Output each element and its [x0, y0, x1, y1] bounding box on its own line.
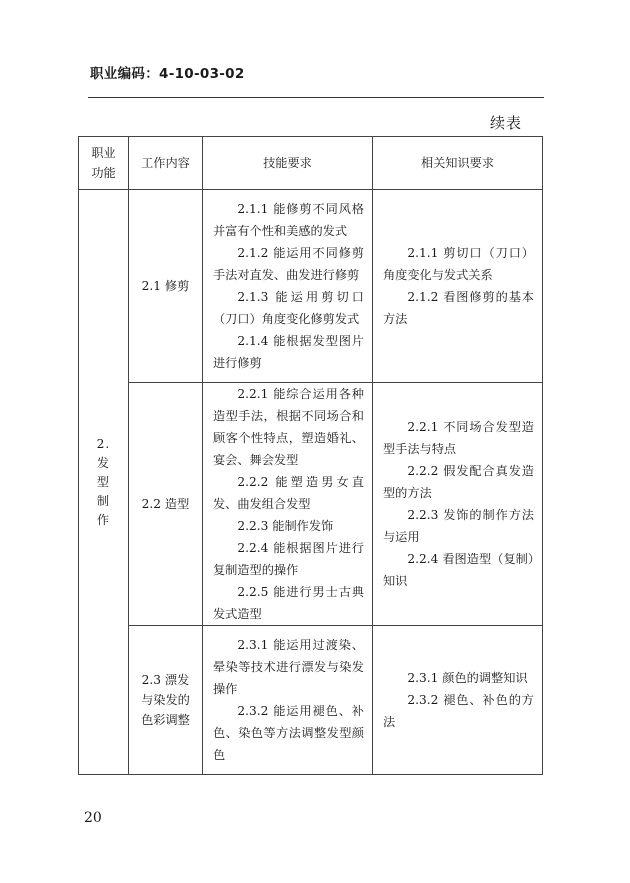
skill-item: 2.2.3 能制作发饰: [237, 519, 334, 533]
skill-item: 2.1.3 能运用剪切口（刀口）角度变化修剪发式: [213, 290, 364, 326]
continued-label: 续表: [490, 114, 523, 132]
table-row: [79, 190, 543, 383]
knowledge-item: 2.3.1 颜色的调整知识: [407, 671, 528, 685]
skill-item: 2.2.5 能进行男士古典发式造型: [213, 585, 364, 621]
skill-item: 2.2.2 能塑造男女直发、曲发组合发型: [213, 475, 364, 511]
knowledge-item: 2.1.2 看图修剪的基本方法: [383, 290, 534, 326]
skills-cell: [203, 190, 373, 383]
content-cell: 2.3 漂发与染发的色彩调整: [129, 626, 203, 775]
skills-cell: [203, 383, 373, 626]
function-label: 2. 发型制作: [96, 436, 111, 527]
knowledge-list: [373, 242, 542, 330]
column-header-skills: 技能要求: [203, 137, 373, 190]
knowledge-item: 2.2.3 发饰的制作方法与运用: [383, 508, 534, 544]
content-cell: 2.2 造型: [129, 383, 203, 626]
knowledge-cell: [373, 190, 543, 383]
content-cell: 2.1 修剪: [129, 190, 203, 383]
column-header-content: 工作内容: [129, 137, 203, 190]
table-row: [79, 383, 543, 626]
skill-item: 2.3.2 能运用褪色、补色、染色等方法调整发型颜色: [213, 704, 364, 762]
page-number: 20: [84, 810, 102, 826]
knowledge-list: [373, 416, 542, 592]
knowledge-item: 2.1.1 剪切口（刀口）角度变化与发式关系: [383, 246, 534, 282]
skill-item: 2.2.1 能综合运用各种造型手法，根据不同场合和顾客个性特点，塑造婚礼、宴会、舞会发型: [213, 387, 364, 467]
table-header-row: [79, 137, 543, 190]
column-header-function: 职业功能: [79, 137, 129, 190]
header-divider: [88, 97, 544, 98]
knowledge-item: 2.3.2 褪色、补色的方法: [383, 693, 534, 729]
skills-list: [203, 634, 372, 766]
skill-item: 2.1.1 能修剪不同风格并富有个性和美感的发式: [213, 202, 364, 238]
knowledge-cell: [373, 383, 543, 626]
skills-list: [203, 383, 372, 625]
skills-cell: [203, 626, 373, 775]
skills-list: [203, 198, 372, 374]
column-header-knowledge: 相关知识要求: [373, 137, 543, 190]
occupation-code: 职业编码：4-10-03-02: [90, 66, 245, 82]
skill-item: 2.3.1 能运用过渡染、晕染等技术进行漂发与染发操作: [213, 638, 364, 696]
knowledge-cell: [373, 626, 543, 775]
knowledge-list: [373, 667, 542, 733]
function-cell: [79, 190, 129, 775]
skill-item: 2.1.4 能根据发型图片进行修剪: [213, 334, 364, 370]
skill-item: 2.2.4 能根据图片进行复制造型的操作: [213, 541, 364, 577]
skill-standard-table: [78, 136, 543, 775]
knowledge-item: 2.2.1 不同场合发型造型手法与特点: [383, 420, 534, 456]
knowledge-item: 2.2.2 假发配合真发造型的方法: [383, 464, 534, 500]
table-row: [79, 626, 543, 775]
skill-item: 2.1.2 能运用不同修剪手法对直发、曲发进行修剪: [213, 246, 364, 282]
knowledge-item: 2.2.4 看图造型（复制）知识: [383, 552, 534, 588]
